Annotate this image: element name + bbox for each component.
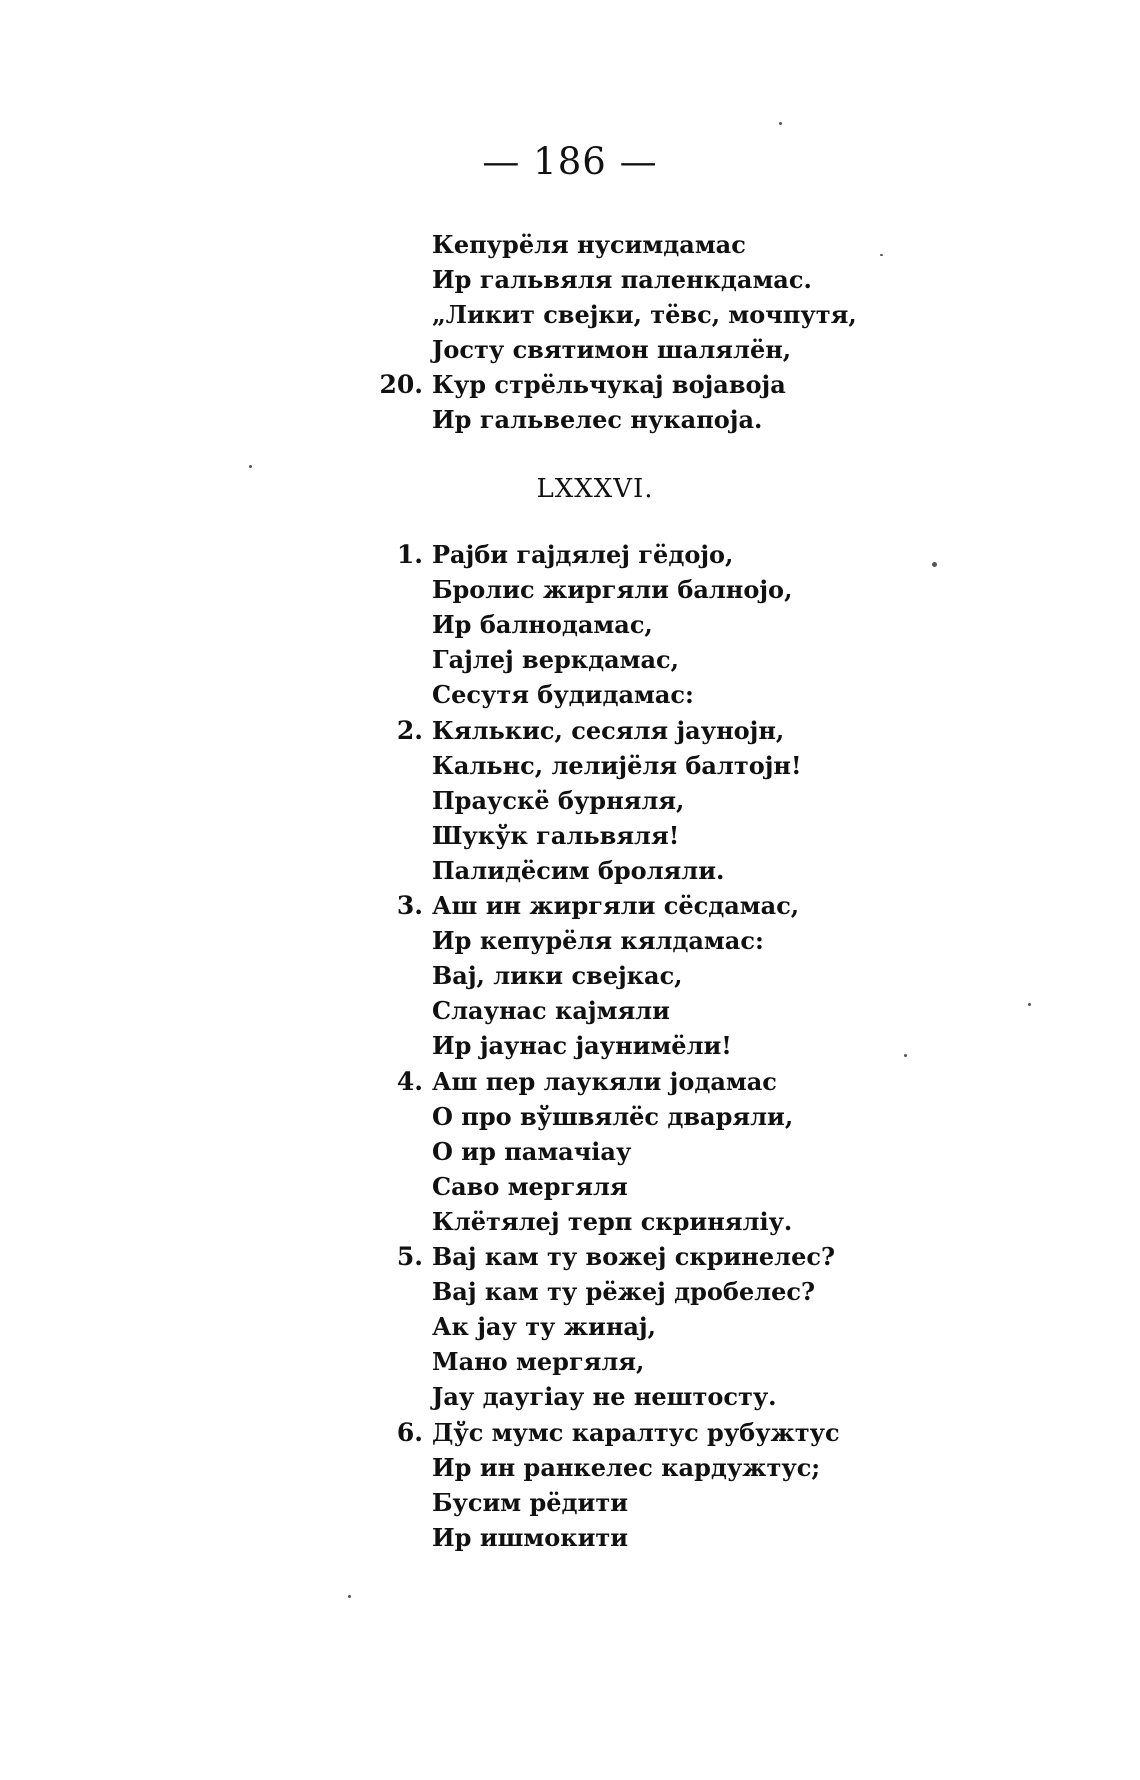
line-number: 6.: [396, 1417, 423, 1447]
verse-line: Дўс мумс каралтус рубужтус: [432, 1417, 840, 1447]
scan-speck: [249, 465, 252, 468]
verse-line: Јау даугіау не нештосту.: [432, 1382, 777, 1412]
scan-speck: [904, 1054, 907, 1057]
verse-line: Ир ин ранкелес кардужтус;: [432, 1452, 821, 1482]
scan-speck: [348, 1595, 351, 1598]
scan-speck: [779, 122, 782, 125]
line-number: 2.: [396, 715, 423, 745]
verse-line: Палидёсим броляли.: [432, 855, 725, 885]
scan-speck: [932, 562, 937, 567]
verse-line: Ир гальвелес нукапоја.: [432, 405, 763, 434]
verse-line: О про вўшвялёс дваряли,: [432, 1101, 794, 1131]
verse-line: Саво мергяля: [432, 1171, 628, 1201]
verse-line: Мано мергяля,: [432, 1347, 645, 1377]
verse-line: Сесутя будидамас:: [432, 680, 694, 710]
verse-line: Шукўк гальвяля!: [432, 820, 680, 850]
section-heading: LXXXVI.: [536, 474, 654, 504]
verse-line: Вај кам ту вожеј скринелес?: [432, 1242, 836, 1271]
verse-line: Ак јау ту жинај,: [432, 1312, 656, 1342]
verse-line: Гајлеј веркдамас,: [432, 645, 680, 675]
verse-line: Бусим рёдити: [432, 1487, 629, 1517]
verse-line: Ир гальвяля паленкдамас.: [432, 265, 812, 294]
scan-speck: [1028, 1003, 1031, 1006]
verse-line: Кур стрёльчукај војавоја: [432, 370, 786, 399]
verse-line: Праускё бурняля,: [432, 785, 685, 815]
verse-line: Ир балнодамас,: [432, 610, 653, 640]
line-number: 4.: [396, 1066, 423, 1096]
verse-line: Кялькис, сесяля јаунојн,: [432, 715, 785, 745]
verse-line: Аш ин жиргяли сёсдамас,: [432, 891, 800, 920]
verse-line: Ир јаунас јаунимёли!: [432, 1031, 732, 1061]
verse-line: Аш пер лаукяли јодамас: [432, 1066, 777, 1096]
line-number: 3.: [396, 891, 423, 920]
verse-line: Јосту святимон шалялён,: [432, 335, 792, 364]
verse-line: Кепурёля нусимдамас: [432, 230, 746, 259]
line-number: 1.: [396, 540, 423, 569]
verse-line: Вај, лики свејкас,: [432, 961, 683, 991]
verse-line: Клётялеј терп скриняліу.: [432, 1206, 793, 1236]
verse-line: Ир ишмокити: [432, 1522, 629, 1552]
verse-line: Вај кам ту рёжеј дробелес?: [432, 1277, 816, 1307]
verse-line: Кальнс, лелијёля балтојн!: [432, 750, 802, 780]
scan-speck: [880, 254, 883, 256]
verse-line: Слаунас кајмяли: [432, 996, 670, 1026]
page-number: — 186 —: [482, 140, 658, 183]
verse-line: „Ликит свејки, тёвс, мочпутя,: [432, 300, 857, 329]
verse-line: Бролис жиргяли балнојо,: [432, 575, 793, 605]
line-number: 20.: [379, 370, 423, 399]
verse-line: Ир кепурёля кялдамас:: [432, 926, 764, 956]
verse-line: Рајби гајдялеј гёдојо,: [432, 540, 734, 569]
verse-line: О ир памачіау: [432, 1136, 632, 1166]
line-number: 5.: [396, 1242, 423, 1271]
